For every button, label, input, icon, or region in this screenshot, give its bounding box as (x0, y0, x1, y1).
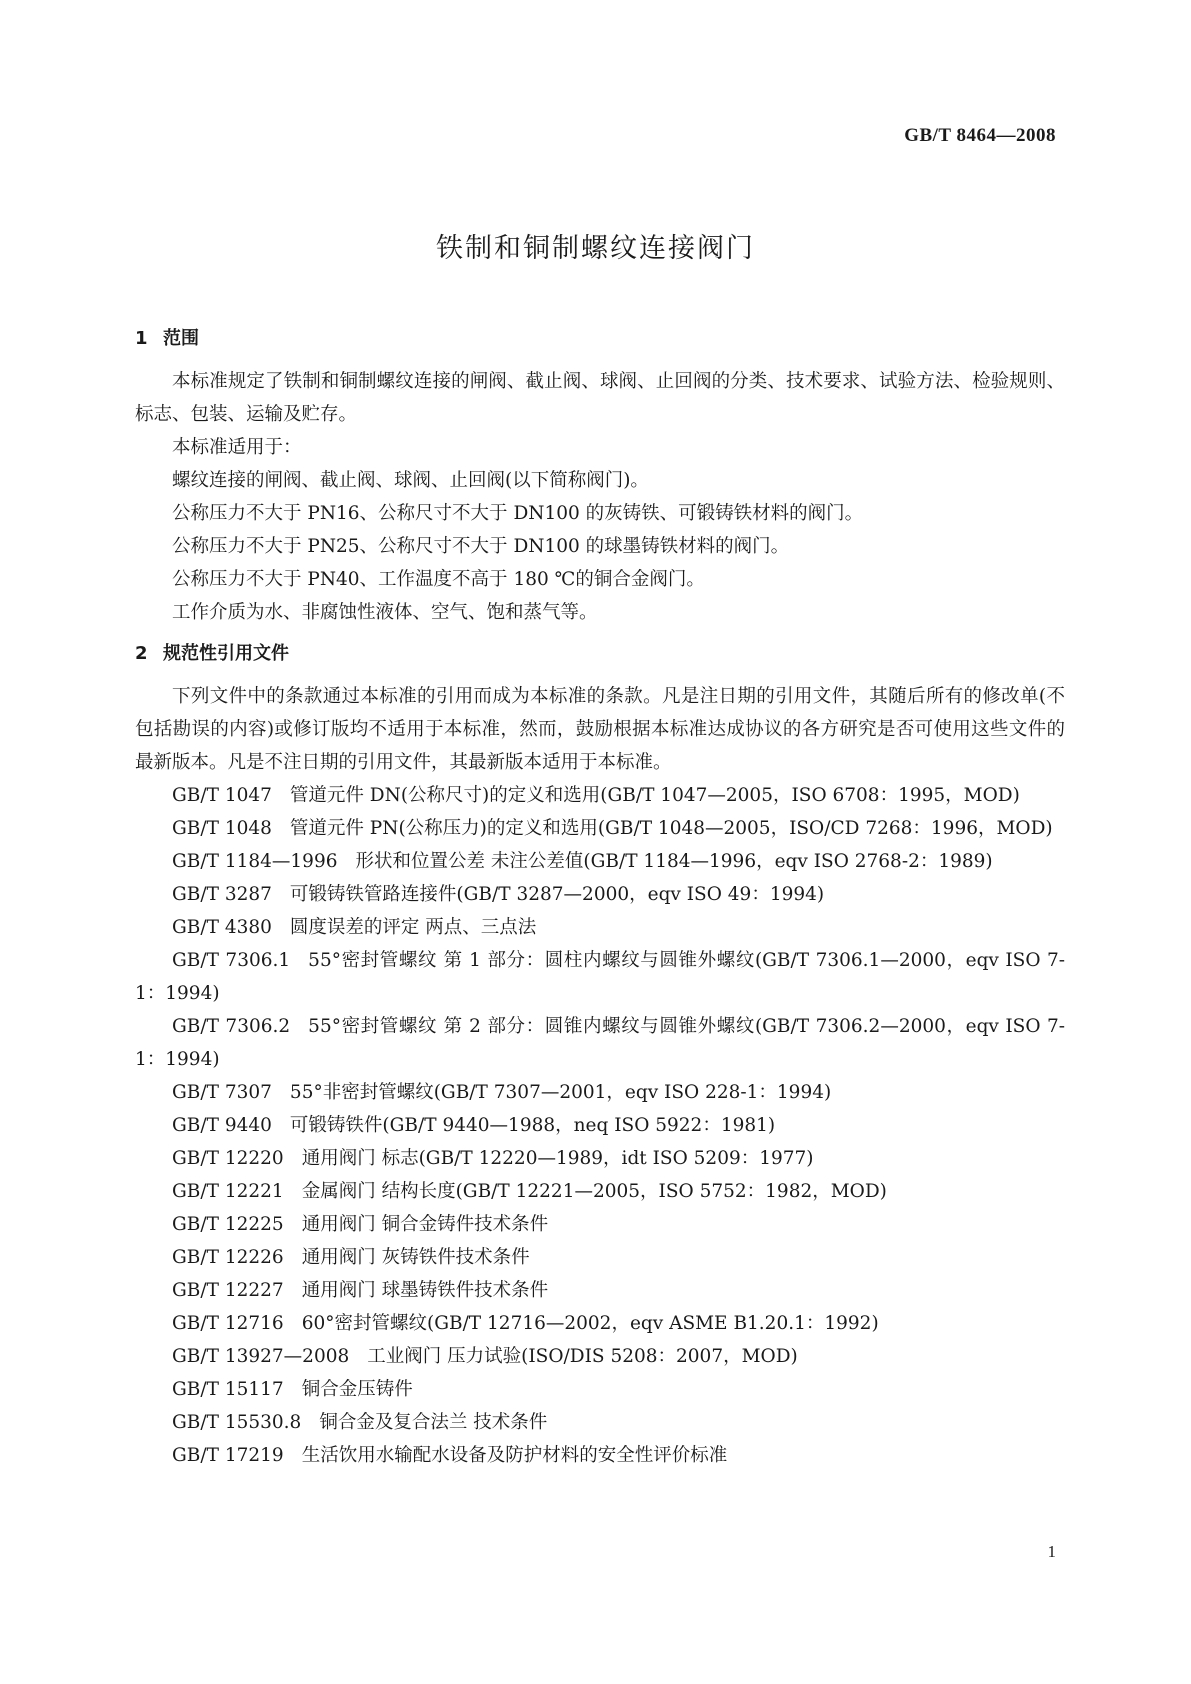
reference-item (135, 779, 1065, 812)
section-1-title: 范围 (163, 328, 199, 349)
reference-code: GB/T 12226 (172, 1247, 284, 1268)
reference-title: 可锻铸铁件(GB/T 9440—1988，neq ISO 5922：1981) (289, 1115, 776, 1136)
scope-paragraph: 公称压力不大于 PN40、工作温度不高于 180 ℃的铜合金阀门。 (172, 569, 705, 590)
reference-item (135, 944, 1065, 1010)
reference-item (135, 1142, 1065, 1175)
reference-code: GB/T 12221 (172, 1181, 284, 1202)
reference-item (135, 1373, 1065, 1406)
reference-code: GB/T 7306.1 (172, 950, 291, 971)
reference-title: 55°密封管螺纹 第 2 部分：圆锥内螺纹与圆锥外螺纹(GB/T 7306.2—2000，eqv ISO 7-1：1994) (135, 1016, 1066, 1070)
reference-code: GB/T 17219 (172, 1445, 284, 1466)
reference-item (135, 1175, 1065, 1208)
standard-number: GB/T 8464—2008 (904, 125, 1056, 146)
reference-title: 金属阀门 结构长度(GB/T 12221—2005，ISO 5752：1982，MOD) (301, 1181, 887, 1202)
scope-paragraph: 公称压力不大于 PN25、公称尺寸不大于 DN100 的球墨铸铁材料的阀门。 (172, 536, 790, 557)
reference-item (135, 1439, 1065, 1472)
reference-item (135, 1208, 1065, 1241)
document-title: 铁制和铜制螺纹连接阀门 (436, 233, 755, 264)
reference-code: GB/T 7306.2 (172, 1016, 291, 1037)
reference-code: GB/T 3287 (172, 884, 272, 905)
reference-code: GB/T 12716 (172, 1313, 284, 1334)
reference-title: 通用阀门 标志(GB/T 12220—1989，idt ISO 5209：1977) (301, 1148, 814, 1169)
reference-item (135, 1307, 1065, 1340)
reference-item (135, 845, 1065, 878)
reference-item (135, 878, 1065, 911)
reference-item (135, 1406, 1065, 1439)
reference-code: GB/T 1047 (172, 785, 272, 806)
reference-title: 形状和位置公差 未注公差值(GB/T 1184—1996，eqv ISO 2768-2：1989) (355, 851, 993, 872)
section-2-title: 规范性引用文件 (163, 643, 289, 664)
reference-list (135, 779, 1065, 1472)
reference-code: GB/T 15530.8 (172, 1412, 302, 1433)
reference-title: 工业阀门 压力试验(ISO/DIS 5208：2007，MOD) (367, 1346, 798, 1367)
reference-code: GB/T 1048 (172, 818, 272, 839)
scope-paragraph: 本标准规定了铁制和铜制螺纹连接的闸阀、截止阀、球阀、止回阀的分类、技术要求、试验方法、检验规则、标志、包装、运输及贮存。 (135, 371, 1065, 425)
reference-title: 铜合金压铸件 (301, 1379, 413, 1400)
reference-title: 60°密封管螺纹(GB/T 12716—2002，eqv ASME B1.20.1：1992) (301, 1313, 879, 1334)
document-body (135, 322, 1065, 1472)
reference-title: 管道元件 DN(公称尺寸)的定义和选用(GB/T 1047—2005，ISO 6708：1995，MOD) (289, 785, 1020, 806)
reference-title: 生活饮用水输配水设备及防护材料的安全性评价标准 (301, 1445, 728, 1466)
section-2-number: 2 (135, 643, 148, 664)
section-2-heading (135, 637, 1065, 670)
scope-paragraph: 螺纹连接的闸阀、截止阀、球阀、止回阀(以下简称阀门)。 (172, 470, 649, 491)
scope-paragraph: 本标准适用于： (172, 437, 302, 458)
page-number: 1 (1047, 1542, 1056, 1561)
reference-code: GB/T 9440 (172, 1115, 272, 1136)
reference-code: GB/T 13927—2008 (172, 1346, 350, 1367)
reference-code: GB/T 7307 (172, 1082, 272, 1103)
reference-title: 可锻铸铁管路连接件(GB/T 3287—2000，eqv ISO 49：1994) (289, 884, 825, 905)
reference-title: 通用阀门 铜合金铸件技术条件 (301, 1214, 549, 1235)
references-intro: 下列文件中的条款通过本标准的引用而成为本标准的条款。凡是注日期的引用文件，其随后所有的修改单(不包括勘误的内容)或修订版均不适用于本标准，然而，鼓励根据本标准达成协议的各方研究是否可使用这些文件的最新版本。凡是不注日期的引用文件，其最新版本适用于本标准。 (135, 686, 1065, 773)
scope-paragraph: 公称压力不大于 PN16、公称尺寸不大于 DN100 的灰铸铁、可锻铸铁材料的阀门。 (172, 503, 864, 524)
reference-title: 通用阀门 灰铸铁件技术条件 (301, 1247, 530, 1268)
reference-code: GB/T 15117 (172, 1379, 284, 1400)
reference-item (135, 1010, 1065, 1076)
reference-code: GB/T 12225 (172, 1214, 284, 1235)
reference-item (135, 1340, 1065, 1373)
reference-title: 通用阀门 球墨铸铁件技术条件 (301, 1280, 549, 1301)
reference-title: 55°非密封管螺纹(GB/T 7307—2001，eqv ISO 228-1：1994) (289, 1082, 832, 1103)
reference-item (135, 1241, 1065, 1274)
reference-code: GB/T 1184—1996 (172, 851, 338, 872)
scope-paragraph: 工作介质为水、非腐蚀性液体、空气、饱和蒸气等。 (172, 602, 598, 623)
reference-code: GB/T 12220 (172, 1148, 284, 1169)
reference-item (135, 1109, 1065, 1142)
reference-item (135, 911, 1065, 944)
reference-code: GB/T 12227 (172, 1280, 284, 1301)
reference-title: 管道元件 PN(公称压力)的定义和选用(GB/T 1048—2005，ISO/CD 7268：1996，MOD) (289, 818, 1053, 839)
reference-item (135, 1274, 1065, 1307)
reference-code: GB/T 4380 (172, 917, 272, 938)
section-1-number: 1 (135, 328, 148, 349)
reference-item (135, 812, 1065, 845)
reference-title: 55°密封管螺纹 第 1 部分：圆柱内螺纹与圆锥外螺纹(GB/T 7306.1—2000，eqv ISO 7-1：1994) (135, 950, 1066, 1004)
reference-title: 圆度误差的评定 两点、三点法 (289, 917, 537, 938)
reference-item (135, 1076, 1065, 1109)
section-1-heading (135, 322, 1065, 355)
reference-title: 铜合金及复合法兰 技术条件 (319, 1412, 548, 1433)
